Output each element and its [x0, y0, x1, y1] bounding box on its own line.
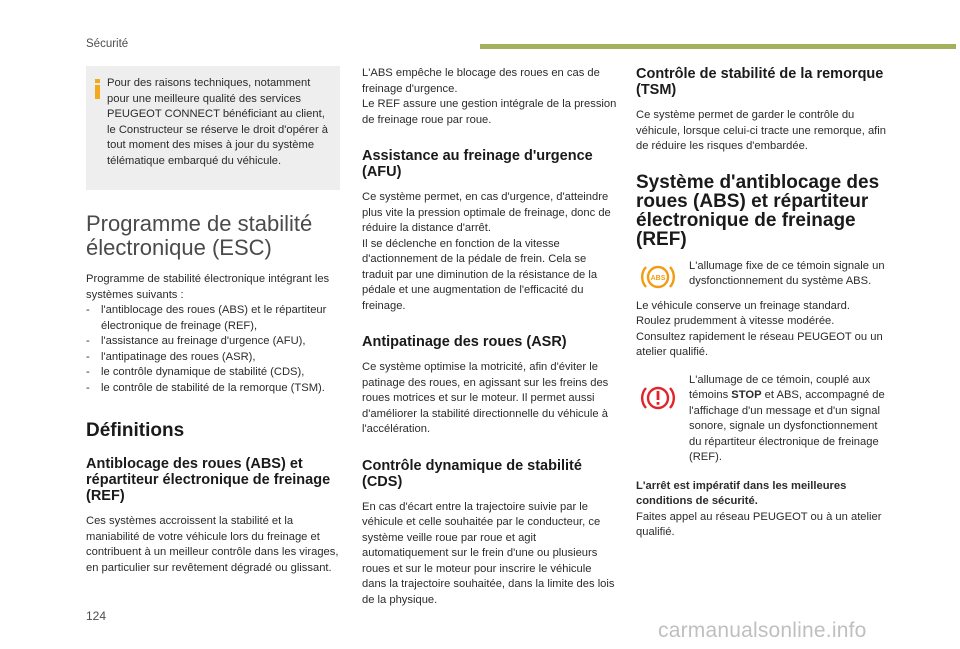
afu-title: Assistance au freinage d'urgence (AFU)	[362, 148, 593, 180]
info-note-text: Pour des raisons techniques, notamment pour une meilleure qualité des services PEUGEOT CONNECT bénéficiant au client, le Constructeur se réserve le droit d'opérer à tout moment des mises à jour du système télématique embarqué du véhicule.	[107, 77, 329, 167]
abs-ref-text: Ces systèmes accroissent la stabilité et la maniabilité de votre véhicule lors du freinage et contribuent à un meilleur contrôle dans les virages, en particulier sur revêtement dégradé ou glissant.	[86, 515, 339, 574]
abs-advice-3: Consultez rapidement le réseau PEUGEOT ou un atelier qualifié.	[636, 330, 883, 358]
abs-advice-1: Le véhicule conserve un freinage standard.	[636, 299, 850, 312]
ref-lamp-block	[636, 373, 888, 466]
abs-warning-lamp-icon	[641, 262, 675, 292]
page-number: 124	[86, 609, 107, 623]
column-3	[636, 66, 888, 541]
info-icon	[92, 79, 103, 99]
cds-text: En cas d'écart entre la trajectoire suivie par le véhicule et celle souhaitée par le conducteur, ce système veille roue par roue et agit automatiquement sur le frein d'une ou plusieurs roues et sur le moteur pour inscrire le véhicule dans la trajectoire souhaitée, dans la limite des lois de la physique.	[362, 500, 615, 606]
abs-icon-label: ABS	[650, 274, 666, 282]
list-item: - l'antipatinage des roues (ASR),	[86, 350, 340, 366]
tsm-text: Ce système permet de garder le contrôle du véhicule, lorsque celui-ci tracte une remorque, afin de réduire les risques d'embardée.	[636, 109, 886, 152]
abs-lamp-text: L'allumage fixe de ce témoin signale un dysfonctionnement du système ABS.	[689, 259, 885, 287]
column-2	[362, 66, 618, 608]
asr-text: Ce système optimise la motricité, afin d'éviter le patinage des roues, en agissant sur les freins des roues motrices et sur le moteur. Il permet aussi d'améliorer la stabilité directionnelle du véhicule à l'accélération.	[362, 361, 609, 435]
esc-intro: Programme de stabilité électronique intégrant les systèmes suivants :	[86, 273, 330, 301]
stop-word: STOP	[731, 389, 762, 401]
stop-warning-bold: L'arrêt est impératif dans les meilleures conditions de sécurité.	[636, 479, 847, 507]
ref-lamp-text: L'allumage de ce témoin, couplé aux témoins STOP et ABS, accompagné de l'affichage d'un message et d'un signal sonore, signale un dysfonctionnement du répartiteur électronique de freinage (REF).	[689, 373, 885, 463]
tsm-title: Contrôle de stabilité de la remorque (TSM)	[636, 66, 884, 98]
list-item: - l'antiblocage des roues (ABS) et le répartiteur électronique de freinage (REF),	[86, 303, 340, 334]
cds-title: Contrôle dynamique de stabilité (CDS)	[362, 457, 582, 490]
watermark: carmanualsonline.info	[658, 619, 867, 642]
list-item: - l'assistance au freinage d'urgence (AFU),	[86, 334, 340, 350]
abs-advice-2: Roulez prudemment à vitesse modérée.	[636, 315, 835, 327]
abs-continued-2: Le REF assure une gestion intégrale de la pression de freinage roue par roue.	[362, 98, 617, 126]
abs-lamp-block	[636, 259, 888, 290]
asr-title: Antipatinage des roues (ASR)	[362, 334, 567, 350]
list-item: - le contrôle dynamique de stabilité (CDS),	[86, 365, 340, 381]
abs-continued-1: L'ABS empêche le blocage des roues en cas de freinage d'urgence.	[362, 67, 600, 95]
info-note-box	[86, 66, 340, 190]
header-accent-bar	[480, 44, 956, 49]
esc-title: Programme de stabilité électronique (ESC)	[86, 211, 313, 260]
stop-warning-text: Faites appel au réseau PEUGEOT ou à un atelier qualifié.	[636, 510, 882, 538]
afu-text-1: Ce système permet, en cas d'urgence, d'atteindre plus vite la pression optimale de freinage, donc de réduire la distance d'arrêt.	[362, 191, 611, 234]
esc-systems-list	[86, 303, 340, 396]
section-header: Sécurité	[86, 38, 129, 50]
definitions-title: Définitions	[86, 420, 185, 441]
list-item: - le contrôle de stabilité de la remorque (TSM).	[86, 381, 340, 397]
column-1	[86, 66, 340, 576]
abs-system-title: Système d'antiblocage des roues (ABS) et répartiteur électronique de freinage (REF)	[636, 171, 880, 250]
abs-ref-title: Antiblocage des roues (ABS) et répartiteur électronique de freinage (REF)	[86, 456, 331, 504]
afu-text-2: Il se déclenche en fonction de la vitesse d'actionnement de la pédale de frein. Cela se traduit par une diminution de la résistance de la pédale et une augmentation de l'efficacité du freinage.	[362, 237, 598, 312]
brake-alert-lamp-icon	[641, 383, 675, 413]
